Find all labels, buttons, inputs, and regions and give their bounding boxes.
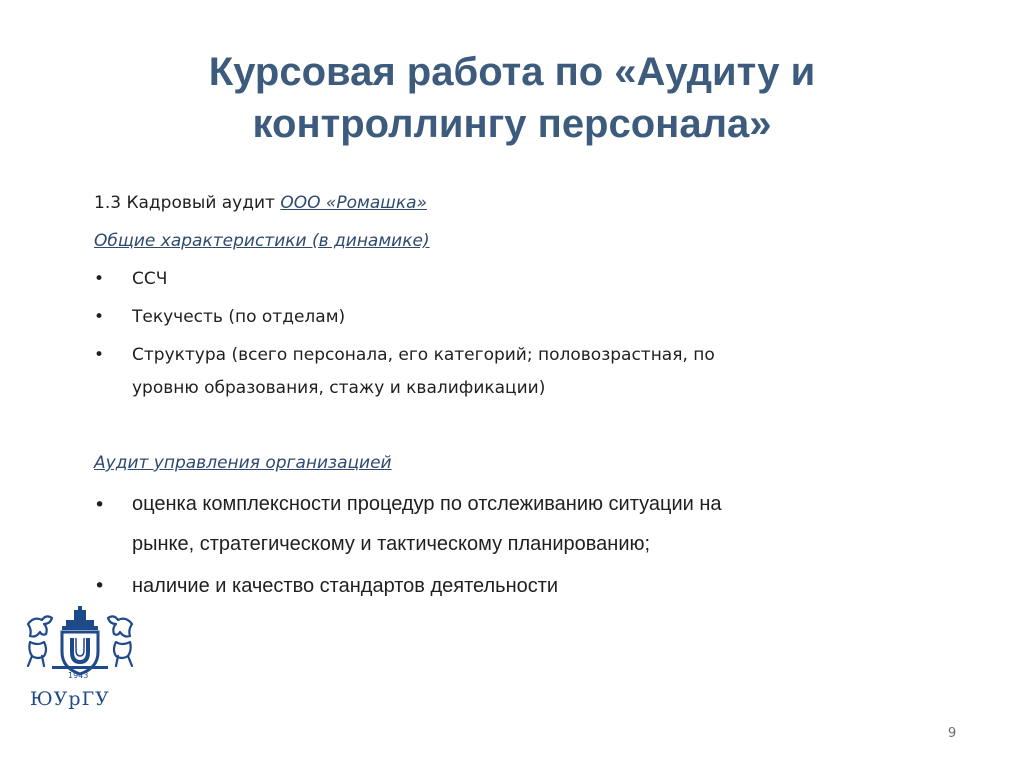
bullet-marker: • xyxy=(94,575,106,597)
slide-title xyxy=(60,46,964,150)
right-lion-icon xyxy=(108,616,132,636)
building-icon xyxy=(62,606,98,630)
list-item-turnover: Текучесть (по отделам) xyxy=(132,307,346,327)
subheading-management: Аудит управления организацией xyxy=(94,453,392,473)
slide-title-line-1: Курсовая работа по «Аудиту и xyxy=(208,50,816,94)
list-item-standards: наличие и качество стандартов деятельности xyxy=(132,575,559,597)
list-item-sch: ССЧ xyxy=(132,269,168,289)
section-prefix: 1.3 Кадровый аудит xyxy=(94,193,281,213)
left-lion-icon xyxy=(28,616,52,636)
company-link[interactable]: ООО «Ромашка» xyxy=(280,193,428,213)
slide-title-line-2: контроллингу персонала» xyxy=(252,102,772,146)
logo-wordmark: ЮУрГУ xyxy=(30,688,110,710)
list-item-procedures-line-2: рынке, стратегическому и тактическому планированию; xyxy=(132,533,651,555)
section-heading xyxy=(94,192,427,214)
bullet-marker: • xyxy=(94,345,105,365)
list-item-structure-line-1: Структура (всего персонала, его категорий; половозрастная, по xyxy=(132,345,715,365)
list-item-procedures-line-1: оценка комплексности процедур по отслеживанию ситуации на xyxy=(132,493,722,515)
subheading-general: Общие характеристики (в динамике) xyxy=(94,231,430,251)
page-number: 9 xyxy=(948,726,957,741)
bullet-marker: • xyxy=(94,269,105,289)
logo-year: 1943 xyxy=(68,671,89,680)
bullet-marker: • xyxy=(94,307,105,327)
bullet-marker: • xyxy=(94,494,106,516)
list-item-structure-line-2: уровню образования, стажу и квалификации) xyxy=(132,378,546,398)
